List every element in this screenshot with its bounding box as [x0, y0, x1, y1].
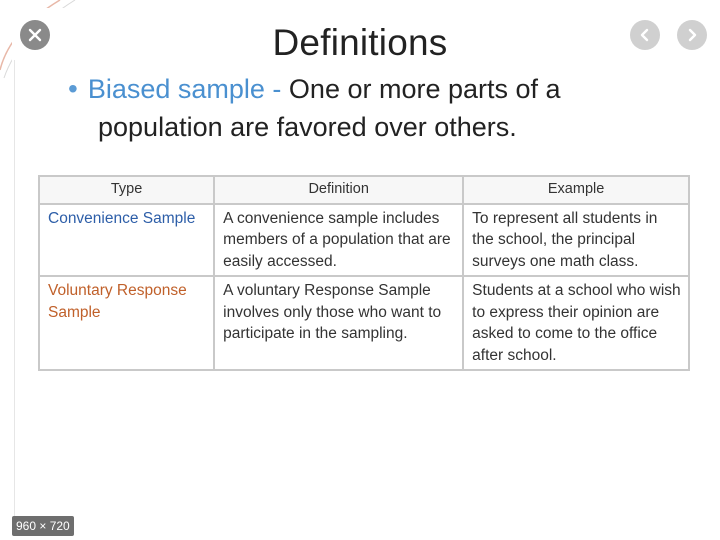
row-example-convenience: To represent all students in the school, the principal surveys one math class.	[463, 204, 689, 277]
table-row	[39, 204, 689, 277]
header-type: Type	[39, 176, 214, 204]
table-header-row	[39, 176, 689, 204]
row-definition-voluntary: A voluntary Response Sample involves only those who want to participate in the sampling.	[214, 276, 463, 370]
bullet-text-line-2: population are favored over others.	[98, 112, 517, 142]
previous-button[interactable]	[630, 20, 660, 50]
slide-left-rule	[14, 60, 15, 530]
next-button[interactable]	[677, 20, 707, 50]
chevron-left-icon	[639, 28, 651, 42]
slide-title: Definitions	[272, 22, 448, 63]
bullet-icon: •	[68, 73, 78, 104]
image-size-badge: 960 × 720	[12, 516, 74, 536]
bullet-text-line-1: One or more parts of a	[288, 74, 561, 104]
header-example: Example	[463, 176, 689, 204]
row-example-voluntary: Students at a school who wish to express their opinion are asked to come to the office after school.	[463, 276, 689, 370]
close-button[interactable]	[20, 20, 50, 50]
row-type-voluntary: Voluntary Response Sample	[39, 276, 214, 370]
close-icon	[28, 28, 42, 42]
row-type-convenience: Convenience Sample	[39, 204, 214, 277]
definitions-table	[38, 175, 690, 371]
table-row	[39, 276, 689, 370]
header-definition: Definition	[214, 176, 463, 204]
bullet-term: Biased sample -	[87, 74, 282, 104]
bullet-definition	[68, 70, 688, 146]
chevron-right-icon	[686, 28, 698, 42]
row-definition-convenience: A convenience sample includes members of a population that are easily accessed.	[214, 204, 463, 277]
